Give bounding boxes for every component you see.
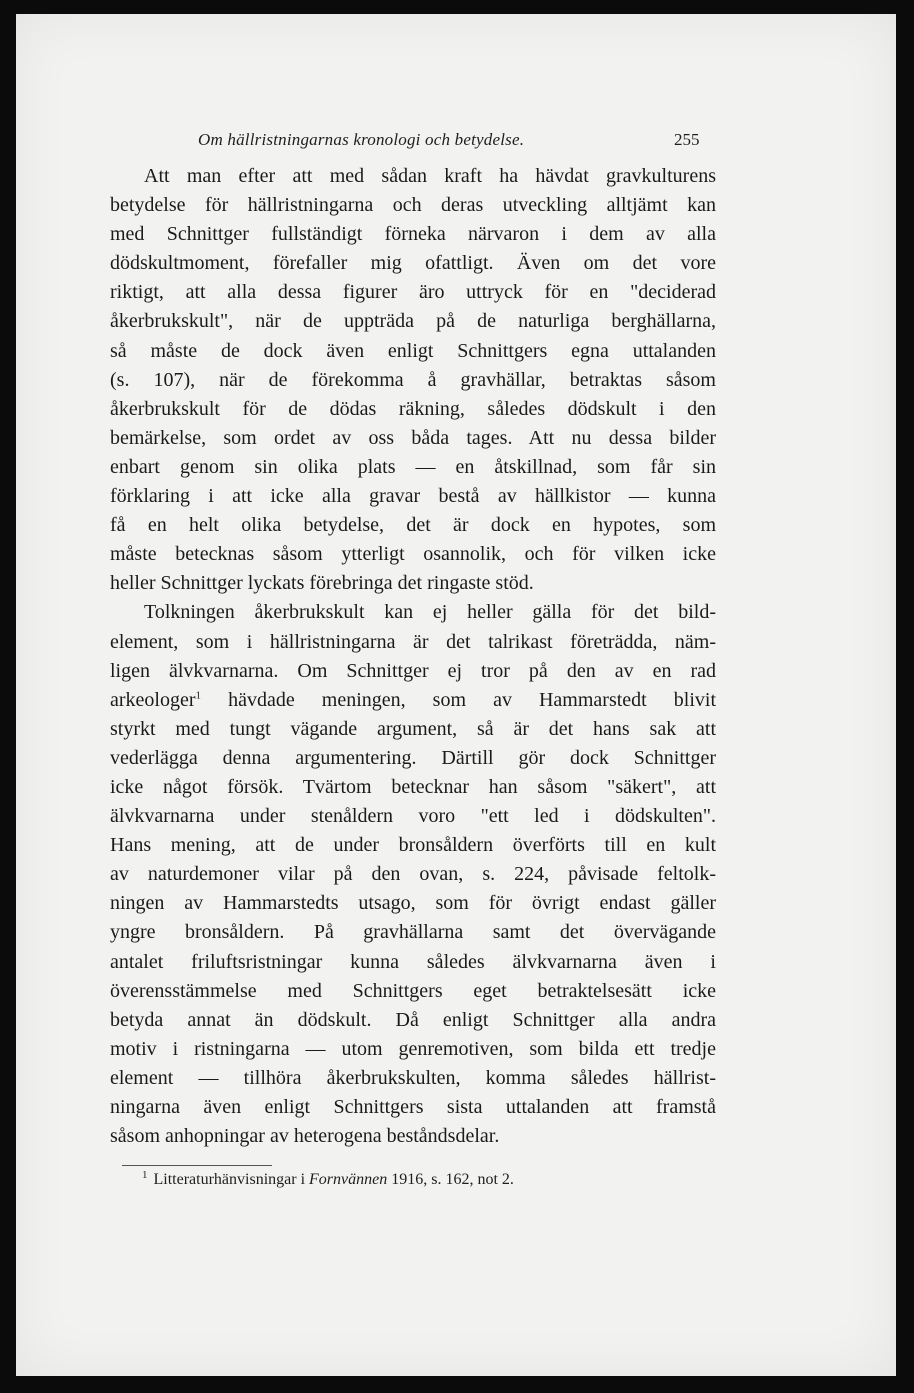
text-line: element, som i hällristningarna är det talrikast företrädda, näm- bbox=[110, 630, 716, 653]
footnote-divider bbox=[122, 1165, 272, 1166]
text-line-with-footnote bbox=[110, 686, 716, 715]
text-line: såsom anhopningar av heterogena beståndsdelar. bbox=[110, 1125, 500, 1148]
page-header bbox=[16, 130, 896, 156]
text-line: överensstämmelse med Schnittgers eget betraktelsesätt icke bbox=[110, 979, 716, 1002]
book-page bbox=[16, 14, 896, 1376]
text-line: betyda annat än dödskult. Då enligt Schnittger alla andra bbox=[110, 1008, 716, 1031]
footnote-mark: 1 bbox=[142, 1168, 148, 1181]
footnote-work-title: Fornvännen bbox=[309, 1171, 388, 1188]
text-line: riktigt, att alla dessa figurer äro uttryck för en "deciderad bbox=[110, 281, 716, 304]
text-line: Att man efter att med sådan kraft ha hävdat gravkulturens bbox=[144, 165, 716, 187]
footnote-suffix: 1916, s. 162, not 2. bbox=[391, 1171, 514, 1188]
text-line: heller Schnittger lyckats förebringa det ringaste stöd. bbox=[110, 572, 534, 595]
text-line: med Schnittger fullständigt förneka närvaron i dem av alla bbox=[110, 223, 716, 246]
text-line: älvkvarnarna under stenåldern voro "ett led i dödskulten". bbox=[110, 805, 716, 828]
text-line: åkerbrukskult", när de uppträda på de naturliga berghällarna, bbox=[110, 310, 716, 333]
text-line: betydelse för hällristningarna och deras utveckling alltjämt kan bbox=[110, 194, 716, 217]
text-line: åkerbrukskult för de dödas räkning, således dödskult i den bbox=[110, 397, 716, 420]
text-line: Hans mening, att de under bronsåldern överförts till en kult bbox=[110, 834, 716, 857]
text-line: bemärkelse, som ordet av oss båda tages. Att nu dessa bilder bbox=[110, 426, 716, 449]
text-line: så måste de dock även enligt Schnittgers egna uttalanden bbox=[110, 339, 716, 362]
text-line: Tolkningen åkerbrukskult kan ej heller gälla för det bild- bbox=[144, 601, 716, 624]
page-number: 255 bbox=[674, 130, 700, 149]
text-fragment: arkeologer bbox=[110, 688, 196, 711]
text-line: yngre bronsåldern. På gravhällarna samt det övervägande bbox=[110, 921, 716, 944]
text-line: motiv i ristningarna — utom genremotiven, som bilda ett tredje bbox=[110, 1037, 716, 1060]
body-text bbox=[110, 162, 716, 1151]
footnote-prefix: Litteraturhänvisningar i bbox=[153, 1171, 306, 1188]
text-line: ningen av Hammarstedts utsago, som för övrigt endast gäller bbox=[110, 892, 716, 915]
text-line: av naturdemoner vilar på den ovan, s. 224, påvisade feltolk- bbox=[110, 863, 716, 886]
text-line: icke något försök. Tvärtom betecknar han såsom "säkert", att bbox=[110, 775, 716, 798]
text-line: ningarna även enligt Schnittgers sista uttalanden att framstå bbox=[110, 1096, 716, 1118]
text-line: ligen älvkvarnarna. Om Schnittger ej tror på den av en rad bbox=[110, 659, 716, 682]
footnote bbox=[142, 1168, 514, 1189]
text-line: måste betecknas såsom ytterligt osannolik, och för vilken icke bbox=[110, 543, 716, 566]
text-line: dödskultmoment, förefaller mig ofattligt. Även om det vore bbox=[110, 252, 716, 275]
text-line: antalet friluftsristningar kunna således älvkvarnarna även i bbox=[110, 950, 716, 973]
text-line: element — tillhöra åkerbrukskulten, komma således hällrist- bbox=[110, 1066, 716, 1089]
text-line: förklaring i att icke alla gravar bestå av hällkistor — kunna bbox=[110, 485, 716, 508]
text-line: styrkt med tungt vägande argument, så är det hans sak att bbox=[110, 717, 716, 740]
text-line: få en helt olika betydelse, det är dock en hypotes, som bbox=[110, 514, 716, 537]
running-title: Om hällristningarnas kronologi och betydelse. bbox=[198, 130, 525, 149]
footnote-reference: 1 bbox=[195, 689, 202, 702]
text-line: enbart genom sin olika plats — en åtskillnad, som får sin bbox=[110, 455, 716, 478]
text-line: (s. 107), när de förekomma å gravhällar, betraktas såsom bbox=[110, 368, 716, 391]
text-fragment: hävdade meningen, som av Hammarstedt blivit bbox=[228, 688, 717, 711]
text-line: vederlägga denna argumentering. Därtill gör dock Schnittger bbox=[110, 746, 716, 769]
